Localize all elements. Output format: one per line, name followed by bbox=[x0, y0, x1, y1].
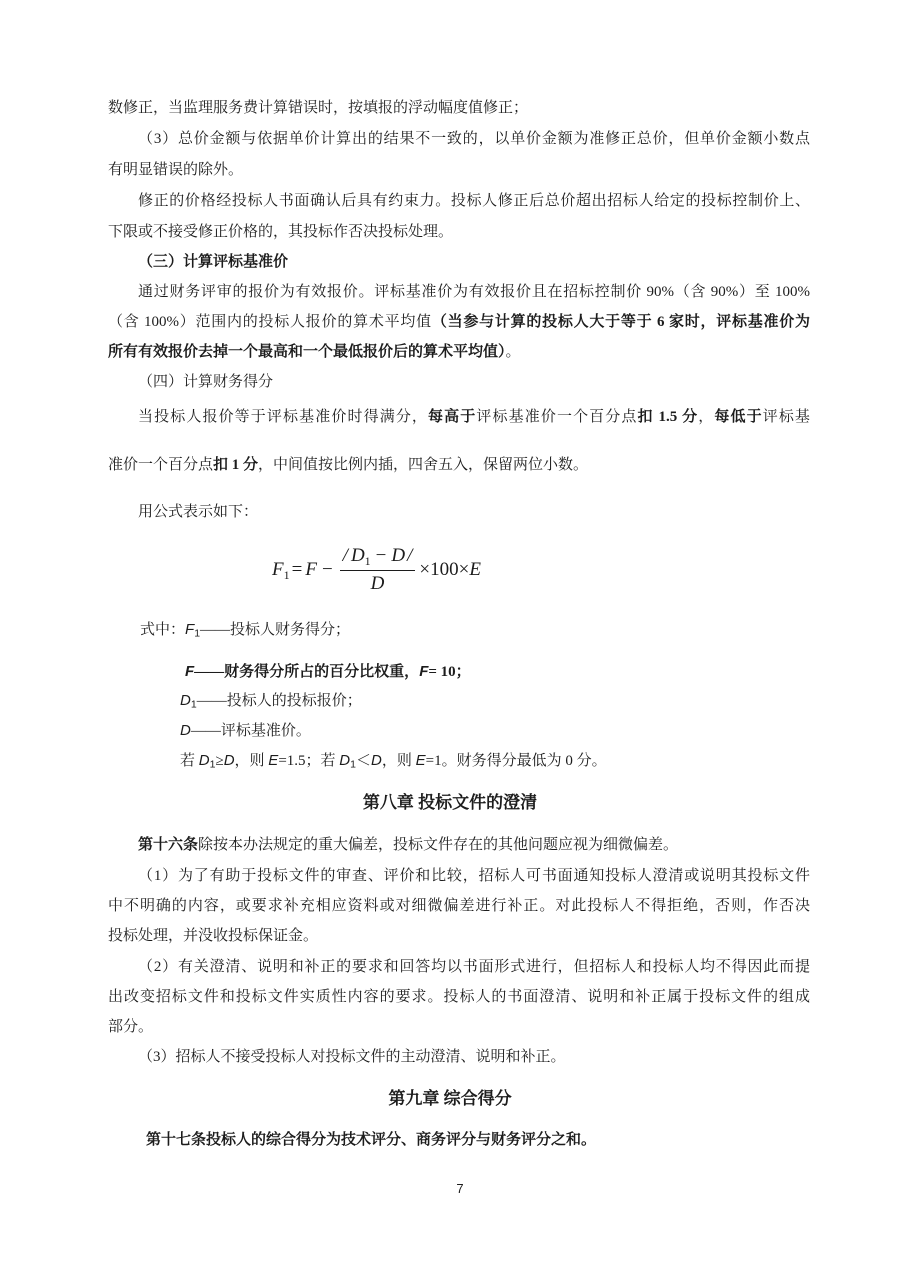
page-number: 7 bbox=[456, 1181, 464, 1196]
text-segment-bold: 每低于 bbox=[714, 409, 763, 425]
text-line: 下限或不接受修正价格的，其投标作否决投标处理。 bbox=[108, 224, 454, 240]
formula-times: × bbox=[458, 559, 470, 580]
text-line: 部分。 bbox=[108, 1019, 154, 1035]
formula-equals: = bbox=[291, 559, 303, 580]
formula-legend-d1: $D_1——$投标人的投标报价； bbox=[180, 692, 362, 711]
text-line: （3）总价金额与依据单价计算出的结果不一致的，以单价金额为准修正总价，但单价金额小数点 bbox=[138, 131, 810, 147]
section-heading-financial-score: （四）计算财务得分 bbox=[138, 374, 274, 390]
article-17: 第十七条投标人的综合得分为技术评分、商务评分与财务评分之和。 bbox=[146, 1132, 597, 1148]
formula-legend-f1: 式中：$F_1——$投标人财务得分； bbox=[140, 621, 351, 640]
text-line bbox=[108, 342, 810, 362]
text-line bbox=[108, 455, 810, 475]
text-line: （2）有关澄清、说明和补正的要求和回答均以书面形式进行，但招标人和投标人均不得因此而提 bbox=[138, 959, 810, 975]
formula-minus: − bbox=[321, 559, 333, 580]
formula-times: × bbox=[419, 559, 431, 580]
text-segment: 评标基 bbox=[762, 409, 810, 425]
article-16 bbox=[108, 835, 810, 855]
text-segment-bold: 所有有效报价去掉一个最高和一个最低报价后的算术平均值） bbox=[108, 344, 506, 360]
formula-fraction bbox=[340, 544, 416, 596]
text-line: 出改变招标文件和投标文件实质性内容的要求。投标人的书面澄清、说明和补正属于投标文件的组成 bbox=[108, 989, 810, 1005]
formula-hundred: 100 bbox=[430, 559, 459, 580]
formula-var-f: F bbox=[305, 559, 317, 580]
text-segment: 准价一个百分点 bbox=[108, 457, 214, 473]
chapter-8-title: 第八章 投标文件的澄清 bbox=[362, 793, 538, 812]
text-segment: 。 bbox=[505, 344, 521, 360]
text-line: （3）招标人不接受投标人对投标文件的主动澄清、说明和补正。 bbox=[138, 1049, 566, 1065]
article-text: 除按本办法规定的重大偏差，投标文件存在的其他问题应视为细微偏差。 bbox=[198, 837, 679, 853]
formula-denominator: D bbox=[370, 573, 385, 594]
text-line bbox=[108, 407, 810, 427]
text-line: 中不明确的内容，或要求补充相应资料或对细微偏差进行补正。对此投标人不得拒绝，否则，作否决 bbox=[108, 898, 810, 914]
section-heading-benchmark-price: （三）计算评标基准价 bbox=[138, 254, 289, 270]
text-segment: ，中间值按比例内插，四舍五入，保留两位小数。 bbox=[258, 457, 589, 473]
text-line: 投标处理，并没收投标保证金。 bbox=[108, 928, 319, 944]
text-segment-bold: （当参与计算的投标人大于等于 6 家时，评标基准价为 bbox=[431, 314, 810, 330]
formula-legend-e: 若 $D_1\ge D$，则 E=1.5；若 $D_1<D$，则 E=1。财务得分最低为 0 分。 bbox=[180, 752, 607, 771]
text-segment: 评标基准价一个百分点 bbox=[476, 409, 638, 425]
financial-score-formula bbox=[272, 542, 481, 598]
text-segment-bold: 扣 1 分 bbox=[213, 457, 259, 473]
text-segment: 当投标人报价等于评标基准价时得满分， bbox=[138, 409, 429, 425]
formula-numerator: / $D_1 - D$ / bbox=[340, 544, 416, 571]
text-line bbox=[108, 312, 810, 332]
text-segment-bold: 每高于 bbox=[428, 409, 477, 425]
text-line: （1）为了有助于投标文件的审查、评价和比较，招标人可书面通知投标人澄清或说明其投标文件 bbox=[138, 868, 810, 884]
text-line: 通过财务评审的报价为有效报价。评标基准价为有效报价且在招标控制价 90%（含 90%）至 100% bbox=[138, 284, 810, 300]
text-segment: ， bbox=[698, 409, 715, 425]
formula-var-f1: $F_1$ bbox=[272, 559, 290, 583]
text-line: 用公式表示如下： bbox=[138, 504, 259, 520]
chapter-9-title: 第九章 综合得分 bbox=[388, 1089, 512, 1108]
formula-var-e: E bbox=[469, 559, 481, 580]
formula-legend-d: D——评标基准价。 bbox=[180, 722, 311, 739]
formula-legend-f: F——财务得分所占的百分比权重，F= 10； bbox=[185, 663, 471, 680]
text-segment: （含 100%）范围内的投标人报价的算术平均值 bbox=[108, 314, 432, 330]
text-line: 有明显错误的除外。 bbox=[108, 162, 244, 178]
article-label: 第十六条 bbox=[138, 837, 199, 853]
text-segment-bold: 扣 1.5 分 bbox=[637, 409, 699, 425]
text-line: 修正的价格经投标人书面确认后具有约束力。投标人修正后总价超出招标人给定的投标控制价上、 bbox=[138, 193, 810, 209]
text-line: 数修正，当监理服务费计算错误时，按填报的浮动幅度值修正； bbox=[108, 100, 529, 116]
